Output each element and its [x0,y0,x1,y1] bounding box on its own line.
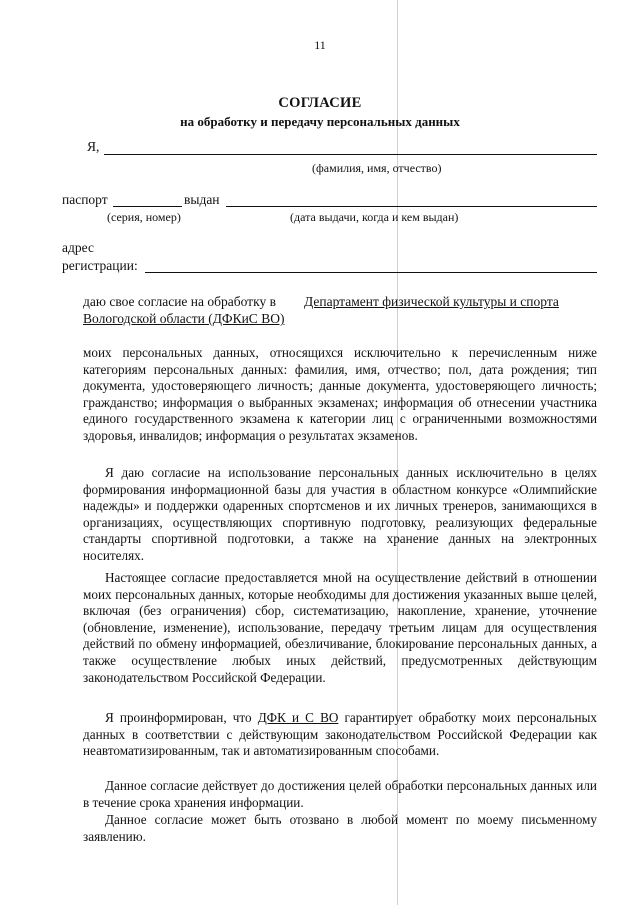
issued-caption: (дата выдачи, когда и кем выдан) [290,210,459,224]
paragraph-purpose: Я даю согласие на использование персональных данных исключительно в целях формирования информационной базы для участия в областном конкурсе «Олимпийские надежды» и поддержки одаренных спортсменов и их личных тренеров, занимающихся в организациях, осуществляющих спортивную подготовку, реализующих федеральные стандарты спортивной подготовки, а также на хранение данных на электронных носителях. [83,465,597,563]
document-title: СОГЛАСИЕ [278,95,362,111]
page-number: 11 [314,38,326,52]
paragraph-guarantee: Я проинформирован, что ДФК и С ВО гарантирует обработку моих персональных данных в соответствии с действующим законодательством Российской Федерации как неавтоматизированным, так и автоматизированным способами. [83,710,597,759]
name-field[interactable] [104,154,597,155]
paragraph-actions: Настоящее согласие предоставляется мной на осуществление действий в отношении моих персональных данных, которые необходимы для достижения указанных выше целей, включая (без ограничения) сбор, систематизацию, накопление, хранение, уточнение (обновление, изменение), использование, передачу третьим лицам для осуществления действий по обмену информацией, обезличивание, блокирование персональных данных, а также осуществление любых иных действий, предусмотренных действующим законодательством Российской Федерации. [83,570,597,685]
series-caption: (серия, номер) [107,210,181,224]
address-label-line1: адрес [62,240,94,255]
org-abbreviation: ДФК и С ВО [257,710,339,725]
consent-intro-text: даю свое согласие на обработку в [83,294,276,309]
passport-label: паспорт [62,192,108,207]
document-subtitle: на обработку и передачу персональных данных [180,114,460,129]
scan-fold-line [397,0,398,905]
passport-issued-field[interactable] [226,206,597,207]
name-label: Я, [87,139,100,154]
department-name-line1: Департамент физической культуры и спорта [304,294,559,309]
paragraph-revocation: Данное согласие может быть отозвано в любой момент по моему письменному заявлению. [83,812,597,844]
paragraph-categories: моих персональных данных, относящихся исключительно к перечисленным ниже категориям персональных данных: фамилия, имя, отчество; пол, дата рождения; тип документа, удостоверяющего личность; данные документа, удостоверяющего личность; гражданство; информация о выбранных экзаменах; информация об отнесении участника единого государственного экзамена к категории лиц с ограниченными возможностями здоровья, инвалидов; информация о результатах экзаменов. [83,345,597,443]
paragraph-validity: Данное согласие действует до достижения целей обработки персональных данных или в течение срока хранения информации. [83,778,597,810]
name-caption: (фамилия, имя, отчество) [312,161,442,175]
address-field[interactable] [145,272,597,273]
issued-label: выдан [184,192,220,207]
department-name-line2: Вологодской области (ДФКиС ВО) [83,311,285,326]
passport-number-field[interactable] [113,206,182,207]
address-label-line2: регистрации: [62,258,138,273]
